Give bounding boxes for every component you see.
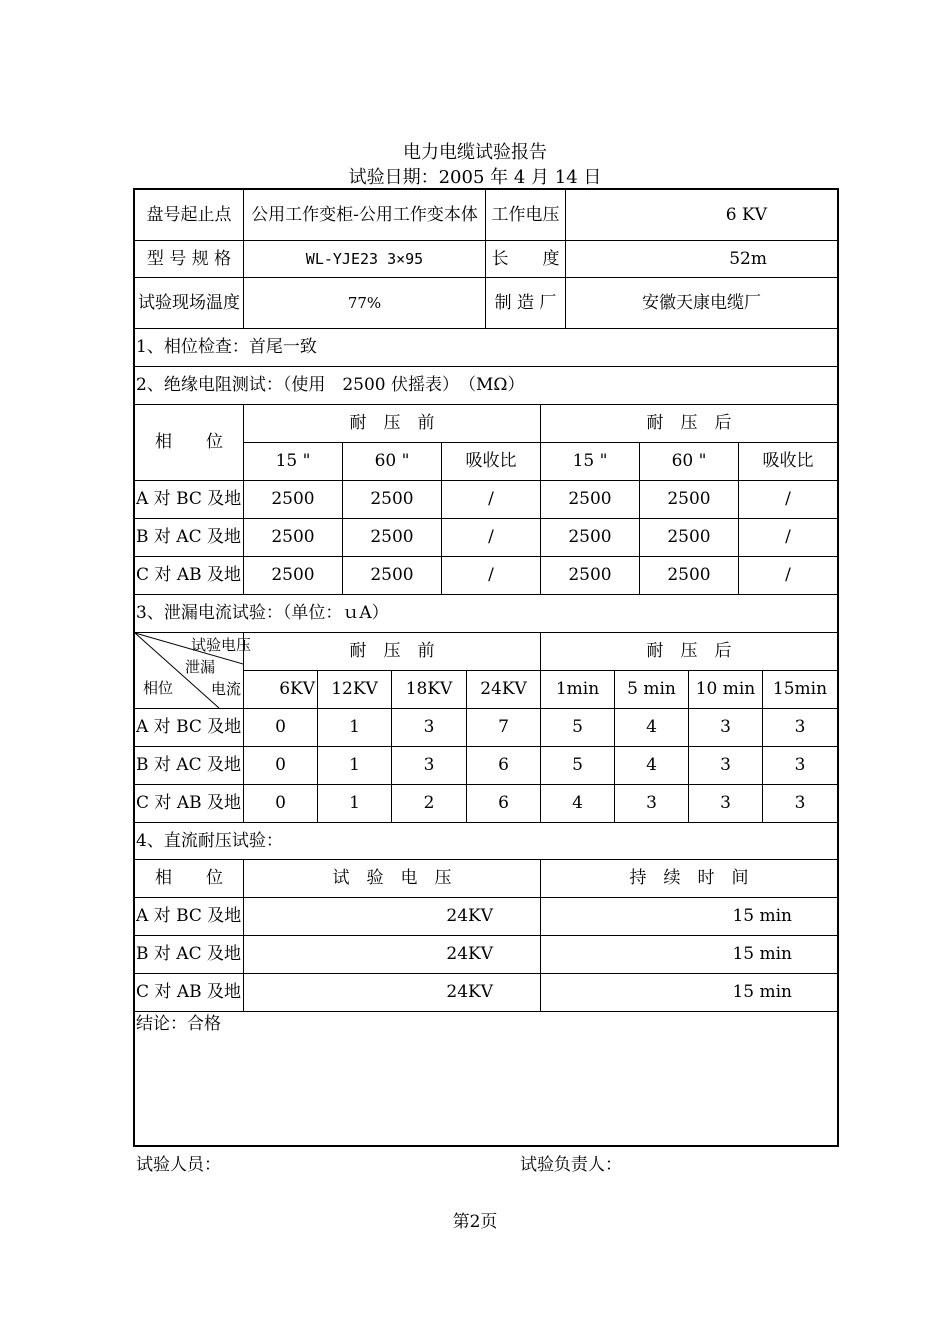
- ins-cell: 2500: [271, 565, 315, 585]
- ws-phase-header: 相 位: [155, 868, 223, 888]
- leak-row-phase: C 对 AB 及地: [136, 793, 241, 813]
- ins-cell: /: [785, 565, 791, 585]
- leak-cell: 1: [349, 717, 360, 737]
- maker-value: 安徽天康电缆厂: [642, 292, 761, 313]
- conclusion: 结论：合格: [136, 1013, 221, 1034]
- ins-sub-header: 60 ": [374, 451, 410, 471]
- leak-sub-header: 1min: [555, 679, 600, 699]
- ins-row-phase: A 对 BC 及地: [136, 489, 242, 509]
- ws-voltage: 24KV: [446, 982, 493, 1002]
- leak-cell: 3: [794, 755, 806, 775]
- ins-sub-header: 15 ": [572, 451, 608, 471]
- leak-cell: 5: [572, 717, 583, 737]
- ws-row-phase: A 对 BC 及地: [136, 906, 242, 926]
- leak-cell: 3: [646, 793, 657, 813]
- ins-cell: /: [785, 527, 791, 547]
- leak-sub-header: 18KV: [405, 679, 453, 699]
- leak-before-header: 耐 压 前: [349, 641, 435, 661]
- ins-cell: 2500: [271, 527, 315, 547]
- leak-cell: 3: [720, 755, 731, 775]
- ws-duration: 15 min: [732, 982, 792, 1002]
- leak-cell: 6: [498, 793, 509, 813]
- report-table: [133, 188, 839, 1146]
- ws-voltage: 24KV: [446, 944, 493, 964]
- ws-voltage: 24KV: [446, 906, 493, 926]
- leak-cell: 4: [646, 755, 657, 775]
- leak-cell: 4: [572, 793, 583, 813]
- model-label: 型 号 规 格: [146, 248, 232, 269]
- ws-duration-header: 持 续 时 间: [629, 868, 749, 888]
- leak-cell: 2: [423, 793, 435, 813]
- leak-cell: 4: [646, 717, 657, 737]
- leak-cell: 5: [572, 755, 583, 775]
- ins-cell: 2500: [568, 489, 612, 509]
- ins-cell: 2500: [568, 565, 612, 585]
- tester-label: 试验人员：: [136, 1155, 221, 1175]
- ins-sub-header: 吸收比: [465, 451, 517, 471]
- ins-cell: /: [488, 527, 494, 547]
- leak-cell: 1: [349, 793, 360, 813]
- ws-row-phase: B 对 AC 及地: [136, 944, 241, 964]
- leak-cell: 3: [720, 793, 731, 813]
- diag-voltage-label: 试验电压: [191, 636, 252, 654]
- pan-label: 盘号起止点: [146, 204, 232, 225]
- ins-cell: /: [785, 489, 791, 509]
- voltage-label: 工作电压: [491, 204, 560, 225]
- leak-sub-header: 24KV: [480, 679, 527, 699]
- report-title: 电力电缆试验报告: [403, 142, 547, 163]
- diag-phase-label: 相位: [143, 679, 174, 697]
- ws-duration: 15 min: [732, 906, 792, 926]
- maker-label: 制 造 厂: [494, 292, 557, 313]
- leak-cell: 0: [275, 755, 286, 775]
- ws-row-phase: C 对 AB 及地: [136, 982, 241, 1002]
- diag-leak-label-2: 电流: [211, 680, 242, 698]
- leak-sub-header: 5 min: [627, 679, 676, 699]
- ins-cell: /: [488, 489, 494, 509]
- leak-cell: 7: [498, 717, 509, 737]
- section-leakage: 3、泄漏电流试验：（单位：ｕA）: [136, 603, 389, 623]
- section-withstand: 4、直流耐压试验：: [136, 830, 283, 851]
- section-phase-check: 1、相位检查：首尾一致: [136, 337, 317, 357]
- leak-cell: 0: [275, 793, 286, 813]
- ins-cell: 2500: [667, 565, 711, 585]
- leak-sub-header: 15min: [772, 679, 828, 699]
- leak-cell: 3: [720, 717, 731, 737]
- temp-label: 试验现场温度: [138, 292, 240, 313]
- border-bottom: [133, 1145, 839, 1147]
- leak-cell: 3: [794, 793, 806, 813]
- ins-sub-header: 60 ": [671, 451, 707, 471]
- length-label: 长 度: [491, 248, 560, 269]
- leak-sub-header: 6KV: [279, 679, 315, 699]
- ins-sub-header: 15 ": [275, 451, 311, 471]
- ins-cell: 2500: [370, 565, 414, 585]
- pan-value: 公用工作变柜-公用工作变本体: [251, 204, 478, 225]
- leak-cell: 3: [423, 755, 435, 775]
- ins-cell: /: [488, 565, 494, 585]
- ins-before-header: 耐 压 前: [349, 413, 435, 433]
- leak-cell: 3: [423, 717, 435, 737]
- supervisor-label: 试验负责人：: [520, 1155, 622, 1175]
- leak-sub-header: 12KV: [331, 679, 378, 699]
- length-value: 52m: [729, 248, 767, 269]
- ins-cell: 2500: [370, 489, 414, 509]
- ins-cell: 2500: [667, 527, 711, 547]
- ins-cell: 2500: [370, 527, 414, 547]
- test-date: 试验日期：2005 年 4 月 14 日: [348, 167, 602, 188]
- leak-row-phase: A 对 BC 及地: [136, 717, 242, 737]
- leak-cell: 1: [349, 755, 360, 775]
- ins-cell: 2500: [568, 527, 612, 547]
- border-right: [837, 188, 839, 1147]
- leak-cell: 0: [275, 717, 286, 737]
- ins-sub-header: 吸收比: [762, 451, 814, 471]
- ins-phase-header: 相 位: [155, 432, 223, 452]
- ins-row-phase: C 对 AB 及地: [136, 565, 241, 585]
- page-number: 第2页: [452, 1212, 498, 1232]
- leak-cell: 6: [498, 755, 509, 775]
- temp-value: 77%: [347, 293, 382, 312]
- ins-cell: 2500: [271, 489, 315, 509]
- ws-voltage-header: 试 验 电 压: [332, 868, 452, 888]
- ins-row-phase: B 对 AC 及地: [136, 527, 241, 547]
- ins-cell: 2500: [667, 489, 711, 509]
- diag-leak-label-1: 泄漏: [185, 658, 216, 676]
- leak-cell: 3: [794, 717, 806, 737]
- ws-duration: 15 min: [732, 944, 792, 964]
- leak-row-phase: B 对 AC 及地: [136, 755, 241, 775]
- leak-sub-header: 10 min: [695, 679, 756, 699]
- section-insulation: 2、绝缘电阻测试：（使用 2500 伏摇表） （MΩ）: [136, 375, 525, 395]
- leak-after-header: 耐 压 后: [646, 641, 732, 661]
- ins-after-header: 耐 压 后: [646, 413, 732, 433]
- voltage-value: 6 KV: [725, 204, 767, 225]
- model-value: WL-YJE23 3×95: [305, 249, 424, 268]
